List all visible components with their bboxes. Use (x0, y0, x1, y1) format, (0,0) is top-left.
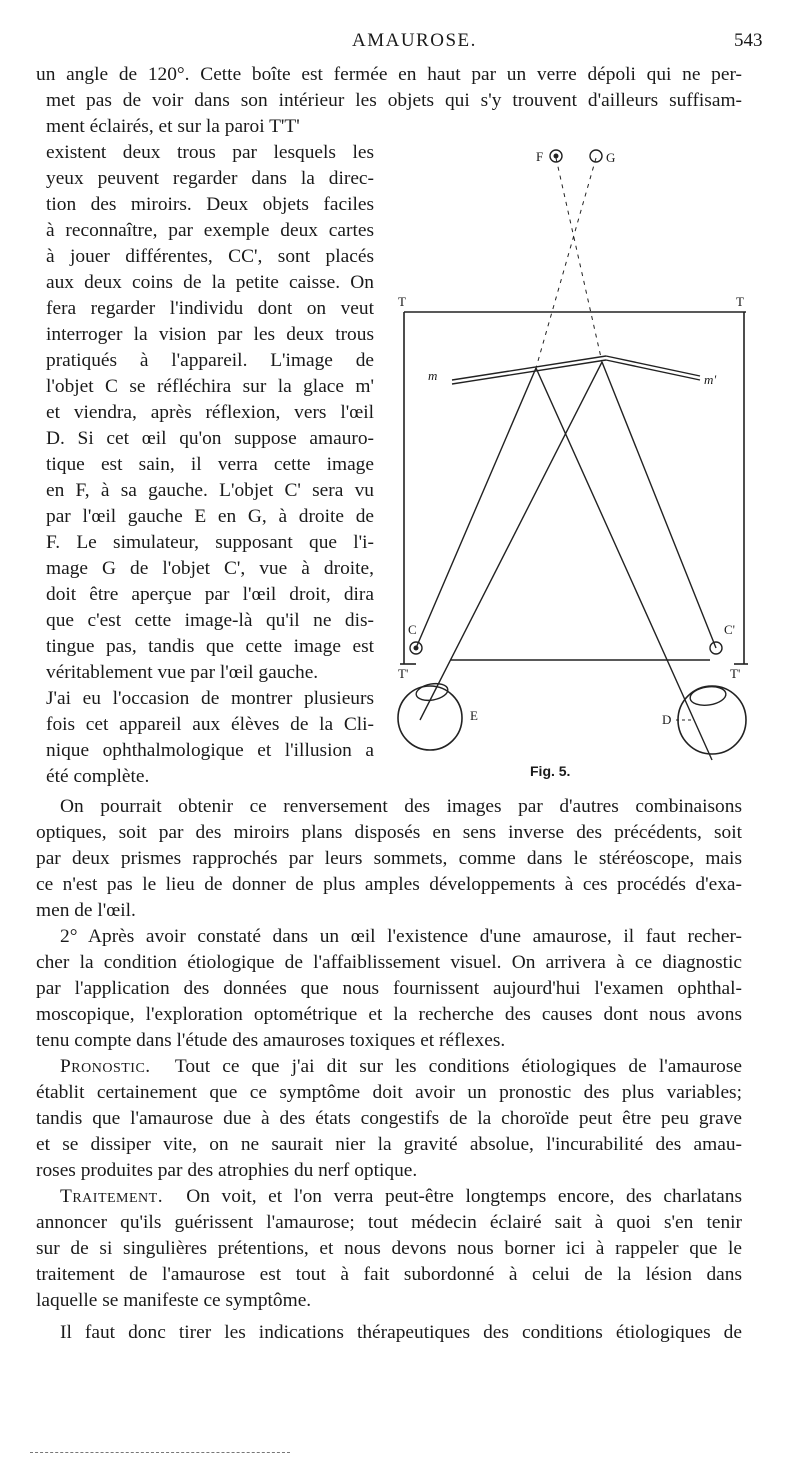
label-t-left: T (398, 294, 406, 309)
text-run: Tout ce que j'ai dit sur les conditions étiologiques de l'amaurose (174, 1056, 742, 1077)
text-line: moscopique, l'exploration optométrique et la recherche des causes dont nous avons (36, 1004, 742, 1025)
running-head (0, 28, 800, 56)
image-f-dot (554, 154, 559, 159)
text-line: interroger la vision par les deux trous (46, 324, 374, 345)
virtual-ray-f (556, 158, 602, 362)
text-line: tingue pas, tandis que cette image est (46, 636, 374, 657)
label-m-left: m (428, 368, 438, 383)
label-d: D (662, 712, 672, 727)
mirror-right-inner (606, 360, 700, 380)
mirror-right-outer (606, 356, 700, 376)
text-line: été complète. (46, 766, 150, 787)
eye-e-cornea (415, 681, 449, 702)
text-line: aux deux coins de la petite caisse. On (46, 272, 374, 293)
text-line: doit être aperçue par l'œil droit, dira (46, 584, 374, 605)
eye-d-cornea (689, 685, 727, 708)
text-line: ment éclairés, et sur la paroi T'T' (46, 116, 300, 137)
label-t-prime-left: T' (398, 666, 409, 681)
text-line: et viendra, après réflexion, vers l'œil (46, 402, 374, 423)
text-line: J'ai eu l'occasion de montrer plusieurs (46, 688, 374, 709)
mirror-box-svg (390, 140, 770, 790)
mirror-left-outer (452, 356, 606, 380)
section-heading-treatment: Traitement. (60, 1186, 164, 1207)
text-line (36, 1054, 742, 1080)
label-c: C (408, 622, 417, 637)
ray-c-prime-to-mirror (602, 362, 716, 648)
paragraph-final (36, 1320, 742, 1346)
text-line: que c'est cette image-là qu'il ne dis- (46, 610, 374, 631)
text-line: pratiqués à l'appareil. L'image de (46, 350, 374, 371)
label-t-right: T (736, 294, 744, 309)
wrapped-paragraph (46, 114, 374, 790)
text-line: sur de si singulières prétentions, et nous devons nous borner ici à rappeler que le (36, 1238, 742, 1259)
text-line: tenu compte dans l'étude des amauroses toxiques et réflexes. (36, 1030, 506, 1051)
opening-lines (36, 62, 742, 114)
text-line: traitement de l'amaurose est tout à fait subordonné à celui de la lésion dans (36, 1264, 742, 1285)
text-line: un angle de 120°. Cette boîte est fermée en haut par un verre dépoli qui ne per- (36, 64, 742, 85)
figure-caption: Fig. 5. (530, 763, 571, 779)
section-prognostic (36, 1054, 742, 1184)
text-line: l'objet C se réfléchira sur la glace m' (46, 376, 374, 397)
text-line: On pourrait obtenir ce renversement des images par d'autres combinaisons (60, 796, 742, 817)
text-run: On voit, et l'on verra peut-être longtemps encore, des charlatans (186, 1186, 742, 1207)
virtual-ray-g (536, 158, 596, 368)
text-line: annoncer qu'ils guérissent l'amaurose; tout médecin éclairé sait à quoi s'en tenir (36, 1212, 742, 1233)
label-g: G (606, 150, 616, 165)
text-line: cher la condition étiologique de l'affaiblissement visuel. On arrivera à ce diagnostic (36, 952, 742, 973)
label-c-prime: C' (724, 622, 736, 637)
object-c-dot (414, 646, 419, 651)
text-line: 2° Après avoir constaté dans un œil l'existence d'une amaurose, il faut recher- (60, 926, 742, 947)
text-line: ce n'est pas le lieu de donner de plus amples développements à ces procédés d'exa- (36, 874, 742, 895)
text-line: existent deux trous par lesquels les (46, 142, 374, 163)
text-line: tique est sain, il verra cette image (46, 454, 374, 475)
text-line: par l'œil gauche E en G, à droite de (46, 506, 374, 527)
text-line: F. Le simulateur, supposant que l'i- (46, 532, 374, 553)
text-line: en F, à sa gauche. L'objet C' sera vu (46, 480, 374, 501)
text-line: tion des miroirs. Deux objets faciles (46, 194, 374, 215)
section-heading-prognostic: Pronostic. (60, 1056, 151, 1077)
paragraph-optics (36, 794, 742, 924)
text-line (36, 1184, 742, 1210)
text-line: roses produites par des atrophies du nerf optique. (36, 1160, 418, 1181)
label-t-prime-right: T' (730, 666, 741, 681)
ray-mirror-to-eye-e (420, 362, 602, 720)
text-line: men de l'œil. (36, 900, 136, 921)
text-line: met pas de voir dans son intérieur les objets qui s'y trouvent d'ailleurs suffisam- (46, 90, 742, 111)
text-line: mage G de l'objet C', vue à droite, (46, 558, 374, 579)
mirror-left-inner (452, 360, 606, 384)
text-line: et se dissiper vite, on ne saurait nier la gravité absolue, l'incurabilité des amau- (36, 1134, 742, 1155)
mirror-box-diagram (390, 140, 770, 790)
text-line: D. Si cet œil qu'on suppose amauro- (46, 428, 374, 449)
text-line: à reconnaître, par exemple deux cartes (46, 220, 374, 241)
eye-e-globe (398, 686, 462, 750)
text-line: nique ophthalmologique et l'illusion a (46, 740, 374, 761)
text-line: Il faut donc tirer les indications thérapeutiques des conditions étiologiques de (60, 1322, 742, 1343)
text-line: véritablement vue par l'œil gauche. (46, 662, 319, 683)
text-line: optiques, soit par des miroirs plans disposés en sens inverse des précédents, soit (36, 822, 742, 843)
image-g (590, 150, 602, 162)
text-line: établit certainement que ce symptôme doit avoir un pronostic des plus variables; (36, 1082, 742, 1103)
label-e: E (470, 708, 478, 723)
text-line: fois cet appareil aux élèves de la Cli- (46, 714, 374, 735)
text-line: à jouer différentes, CC', sont placés (46, 246, 374, 267)
page-number: 543 (734, 30, 763, 51)
text-line: laquelle se manifeste ce symptôme. (36, 1290, 312, 1311)
section-treatment (36, 1184, 742, 1314)
text-line: par l'application des données que nous fournissent aujourd'hui l'examen ophthal- (36, 978, 742, 999)
footer-rule (30, 1452, 290, 1453)
paragraph-diagnosis (36, 924, 742, 1054)
text-line: yeux peuvent regarder dans la direc- (46, 168, 374, 189)
text-line: tandis que l'amaurose due à des états congestifs de la choroïde peut être peu grave (36, 1108, 742, 1129)
ray-c-to-mirror (416, 368, 536, 648)
ray-mirror-to-eye-d (536, 368, 712, 760)
label-f: F (536, 149, 544, 164)
running-title: AMAUROSE. (352, 30, 477, 51)
text-line: par deux prismes rapprochés par leurs sommets, comme dans le stéréoscope, mais (36, 848, 742, 869)
text-line: fera regarder l'individu dont on veut (46, 298, 374, 319)
label-m-right: m' (704, 372, 717, 387)
